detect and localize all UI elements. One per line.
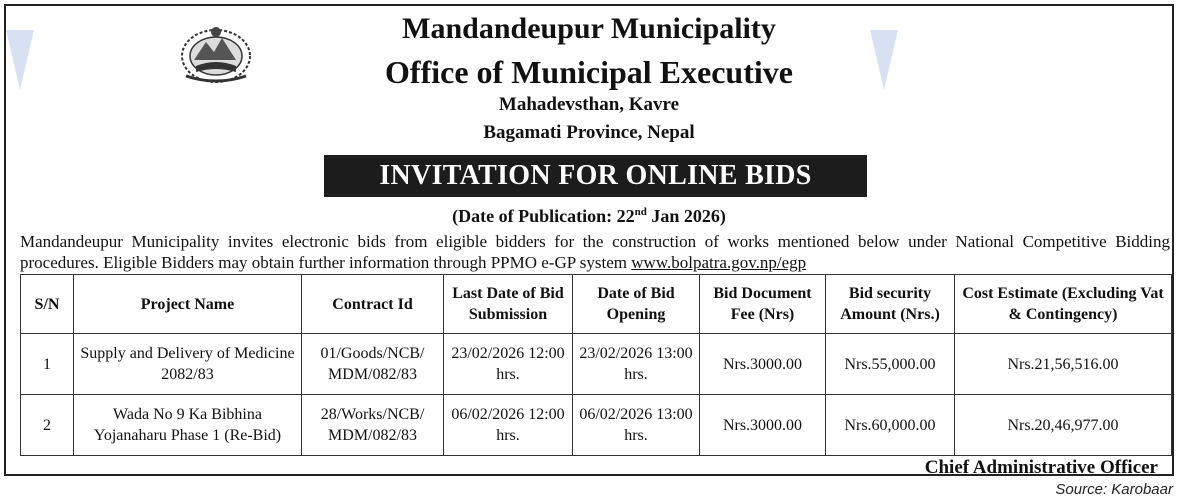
decorative-triangle <box>870 30 898 90</box>
cell-project: Wada No 9 Ka Bibhina Yojanaharu Phase 1 (Re-Bid) <box>74 395 302 456</box>
cell-submission: 23/02/2026 12:00 hrs. <box>444 334 573 395</box>
cell-sn: 1 <box>21 334 74 395</box>
notice-frame <box>4 4 1174 476</box>
cell-opening: 23/02/2026 13:00 hrs. <box>573 334 700 395</box>
intro-text: Mandandeupur Municipality invites electronic bids from eligible bidders for the construction of works mentioned below under National Competitive Bidding procedures. Eligible Bidders may obtain further information through PPMO e-GP system <box>20 232 1170 272</box>
cell-submission: 06/02/2026 12:00 hrs. <box>444 395 573 456</box>
cell-sn: 2 <box>21 395 74 456</box>
cell-fee: Nrs.3000.00 <box>700 334 826 395</box>
notice-banner: INVITATION FOR ONLINE BIDS <box>324 155 867 197</box>
publication-date <box>6 206 1172 227</box>
publication-prefix: (Date of Publication: 22 <box>452 206 635 226</box>
intro-paragraph <box>20 231 1170 273</box>
header-opening-date: Date of Bid Opening <box>573 275 700 334</box>
publication-ordinal: nd <box>634 206 647 218</box>
header-last-date: Last Date of Bid Submission <box>444 275 573 334</box>
office-name: Office of Municipal Executive <box>385 54 793 90</box>
table-row <box>21 395 1172 456</box>
header-document-fee: Bid Document Fee (Nrs) <box>700 275 826 334</box>
bids-table <box>20 274 1172 456</box>
table-row <box>21 334 1172 395</box>
cell-contract: 28/Works/NCB/ MDM/082/83 <box>302 395 444 456</box>
cell-security: Nrs.55,000.00 <box>826 334 955 395</box>
egp-link[interactable]: www.bolpatra.gov.np/egp <box>631 253 807 272</box>
cell-estimate: Nrs.20,46,977.00 <box>955 395 1172 456</box>
header-sn: S/N <box>21 275 74 334</box>
address-line-2: Bagamati Province, Nepal <box>483 122 695 143</box>
cell-estimate: Nrs.21,56,516.00 <box>955 334 1172 395</box>
address-line-1: Mahadevsthan, Kavre <box>498 94 680 115</box>
cell-contract: 01/Goods/NCB/ MDM/082/83 <box>302 334 444 395</box>
cell-opening: 06/02/2026 13:00 hrs. <box>573 395 700 456</box>
header-project-name: Project Name <box>74 275 302 334</box>
table-header-row <box>21 275 1172 334</box>
header-bid-security: Bid security Amount (Nrs.) <box>826 275 955 334</box>
source-credit: Source: Karobaar <box>1055 481 1173 498</box>
header-cost-estimate: Cost Estimate (Excluding Vat & Contingency) <box>955 275 1172 334</box>
publication-rest: Jan 2026) <box>646 206 726 226</box>
header-contract-id: Contract Id <box>302 275 444 334</box>
cell-security: Nrs.60,000.00 <box>826 395 955 456</box>
municipality-name: Mandandeupur Municipality <box>402 12 776 45</box>
cell-fee: Nrs.3000.00 <box>700 395 826 456</box>
cell-project: Supply and Delivery of Medicine 2082/83 <box>74 334 302 395</box>
signature-title: Chief Administrative Officer <box>924 457 1158 478</box>
decorative-triangle <box>6 30 34 90</box>
